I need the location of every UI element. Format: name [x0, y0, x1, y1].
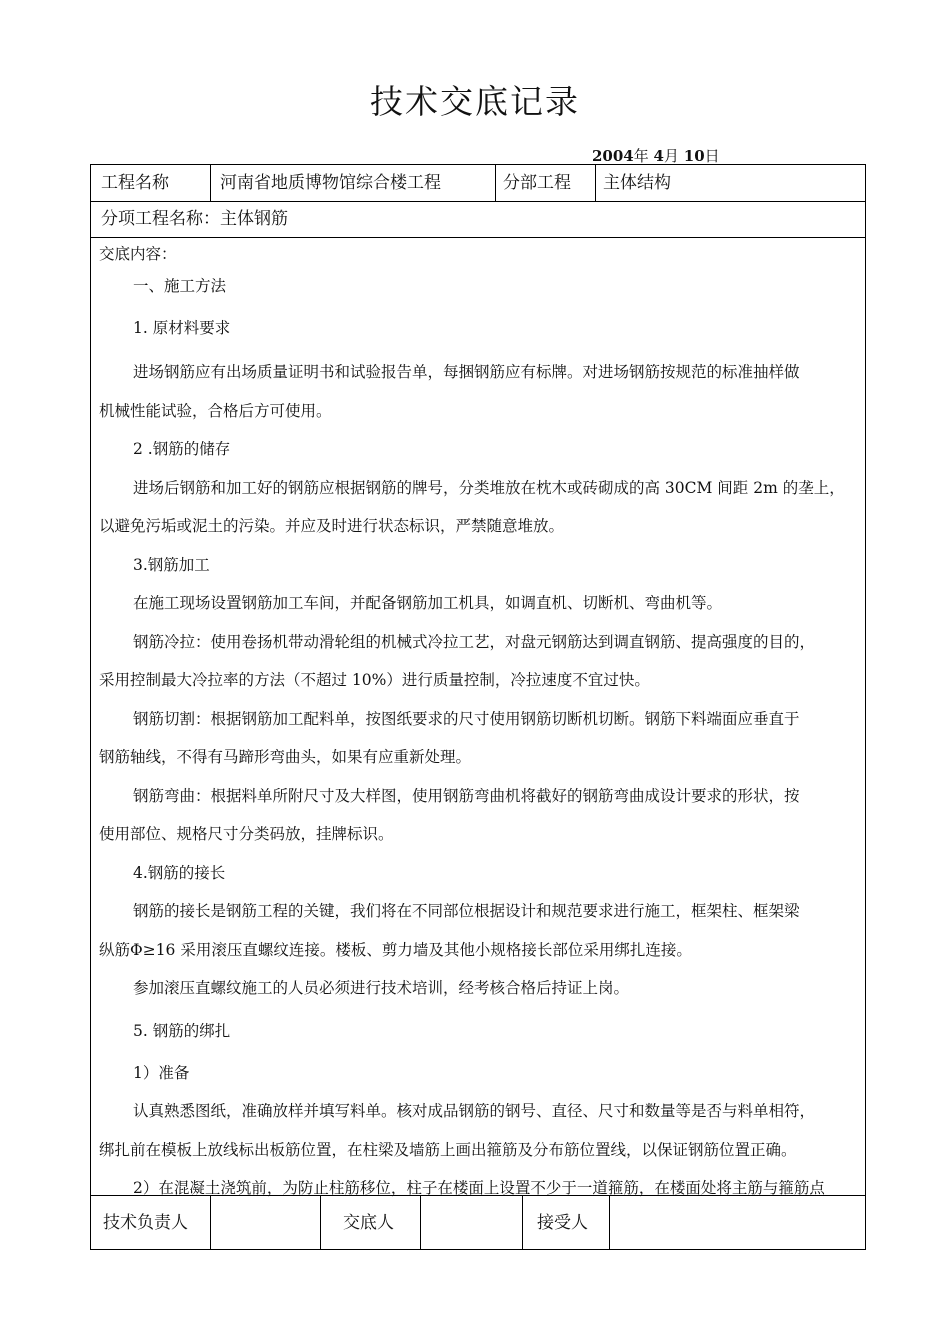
division-label: 分部工程 [503, 173, 571, 193]
divider [495, 165, 496, 201]
receiver-label: 接受人 [537, 1213, 588, 1233]
content-line: 参加滚压直螺纹施工的人员必须进行技术培训，经考核合格后持证上岗。 [133, 979, 630, 997]
content-line: 进场钢筋应有出场质量证明书和试验报告单，每捆钢筋应有标牌。对进场钢筋按规范的标准抽样做 [133, 363, 800, 381]
record-table [90, 164, 866, 1250]
tech-lead-label: 技术负责人 [103, 1213, 188, 1233]
content-line: 绑扎前在模板上放线标出板筋位置，在柱梁及墙筋上画出箍筋及分布筋位置线，以保证钢筋位置正确。 [99, 1140, 797, 1159]
divider [522, 1195, 523, 1250]
division-value: 主体结构 [603, 173, 671, 193]
date-month-unit: 月 [663, 147, 679, 165]
content-line: 1）准备 [133, 1063, 190, 1082]
date-year-unit: 年 [633, 147, 649, 165]
content-line: 一、施工方法 [133, 277, 227, 295]
content-line: 钢筋冷拉：使用卷扬机带动滑轮组的机械式冷拉工艺，对盘元钢筋达到调直钢筋、提高强度的目的， [133, 632, 816, 651]
content-line: 钢筋轴线，不得有马蹄形弯曲头，如果有应重新处理。 [99, 748, 472, 766]
page-title: 技术交底记录 [370, 82, 580, 121]
content-line: 5. 钢筋的绑扎 [133, 1021, 231, 1040]
content-line: 进场后钢筋和加工好的钢筋应根据钢筋的牌号，分类堆放在枕木或砖砌成的高 30CM 间距 2m 的垄上， [133, 478, 845, 497]
project-name-label: 工程名称 [101, 173, 169, 193]
presenter-label: 交底人 [343, 1213, 394, 1233]
content-line: 钢筋弯曲：根据料单所附尺寸及大样图，使用钢筋弯曲机将截好的钢筋弯曲成设计要求的形状，按 [133, 786, 800, 805]
content-line: 机械性能试验，合格后方可使用。 [99, 401, 332, 420]
project-name-value: 河南省地质博物馆综合楼工程 [220, 173, 441, 193]
content-line: 2）在混凝土浇筑前，为防止柱筋移位，柱子在楼面上设置不少于一道箍筋，在楼面处将主筋与箍筋点 [133, 1179, 825, 1197]
content-section [99, 239, 859, 1208]
divider [210, 1195, 211, 1250]
content-line: 在施工现场设置钢筋加工车间，并配备钢筋加工机具，如调直机、切断机、弯曲机等。 [133, 594, 723, 612]
divider [420, 1195, 421, 1250]
date-day: 10 [683, 147, 705, 165]
record-date [592, 145, 720, 166]
divider [595, 165, 596, 201]
content-line: 2 .钢筋的储存 [133, 440, 231, 458]
divider [210, 165, 211, 201]
content-heading: 交底内容： [99, 245, 177, 263]
divider [609, 1195, 610, 1250]
content-line: 钢筋切割：根据钢筋加工配料单，按图纸要求的尺寸使用钢筋切断机切断。钢筋下料端面应垂直于 [133, 709, 800, 728]
date-month: 4 [653, 147, 664, 165]
content-line: 采用控制最大冷拉率的方法（不超过 10%）进行质量控制，冷拉速度不宜过快。 [99, 671, 650, 689]
divider [320, 1195, 321, 1250]
content-line: 4.钢筋的接长 [133, 863, 226, 882]
content-line: 1. 原材料要求 [133, 319, 231, 337]
date-day-unit: 日 [704, 147, 720, 165]
subitem-name: 分项工程名称：主体钢筋 [101, 209, 288, 229]
content-line: 3.钢筋加工 [133, 555, 210, 574]
content-line: 钢筋的接长是钢筋工程的关键，我们将在不同部位根据设计和规范要求进行施工，框架柱、框架梁 [133, 902, 800, 920]
divider [91, 1195, 865, 1196]
content-line: 以避免污垢或泥土的污染。并应及时进行状态标识，严禁随意堆放。 [99, 517, 565, 535]
divider [91, 237, 865, 238]
content-line: 使用部位、规格尺寸分类码放，挂牌标识。 [99, 825, 394, 843]
content-line: 认真熟悉图纸，准确放样并填写料单。核对成品钢筋的钢号、直径、尺寸和数量等是否与料单相符， [133, 1102, 816, 1120]
date-year: 2004 [592, 147, 634, 165]
content-line: 纵筋Φ≥16 采用滚压直螺纹连接。楼板、剪力墙及其他小规格接长部位采用绑扎连接。 [99, 940, 692, 959]
